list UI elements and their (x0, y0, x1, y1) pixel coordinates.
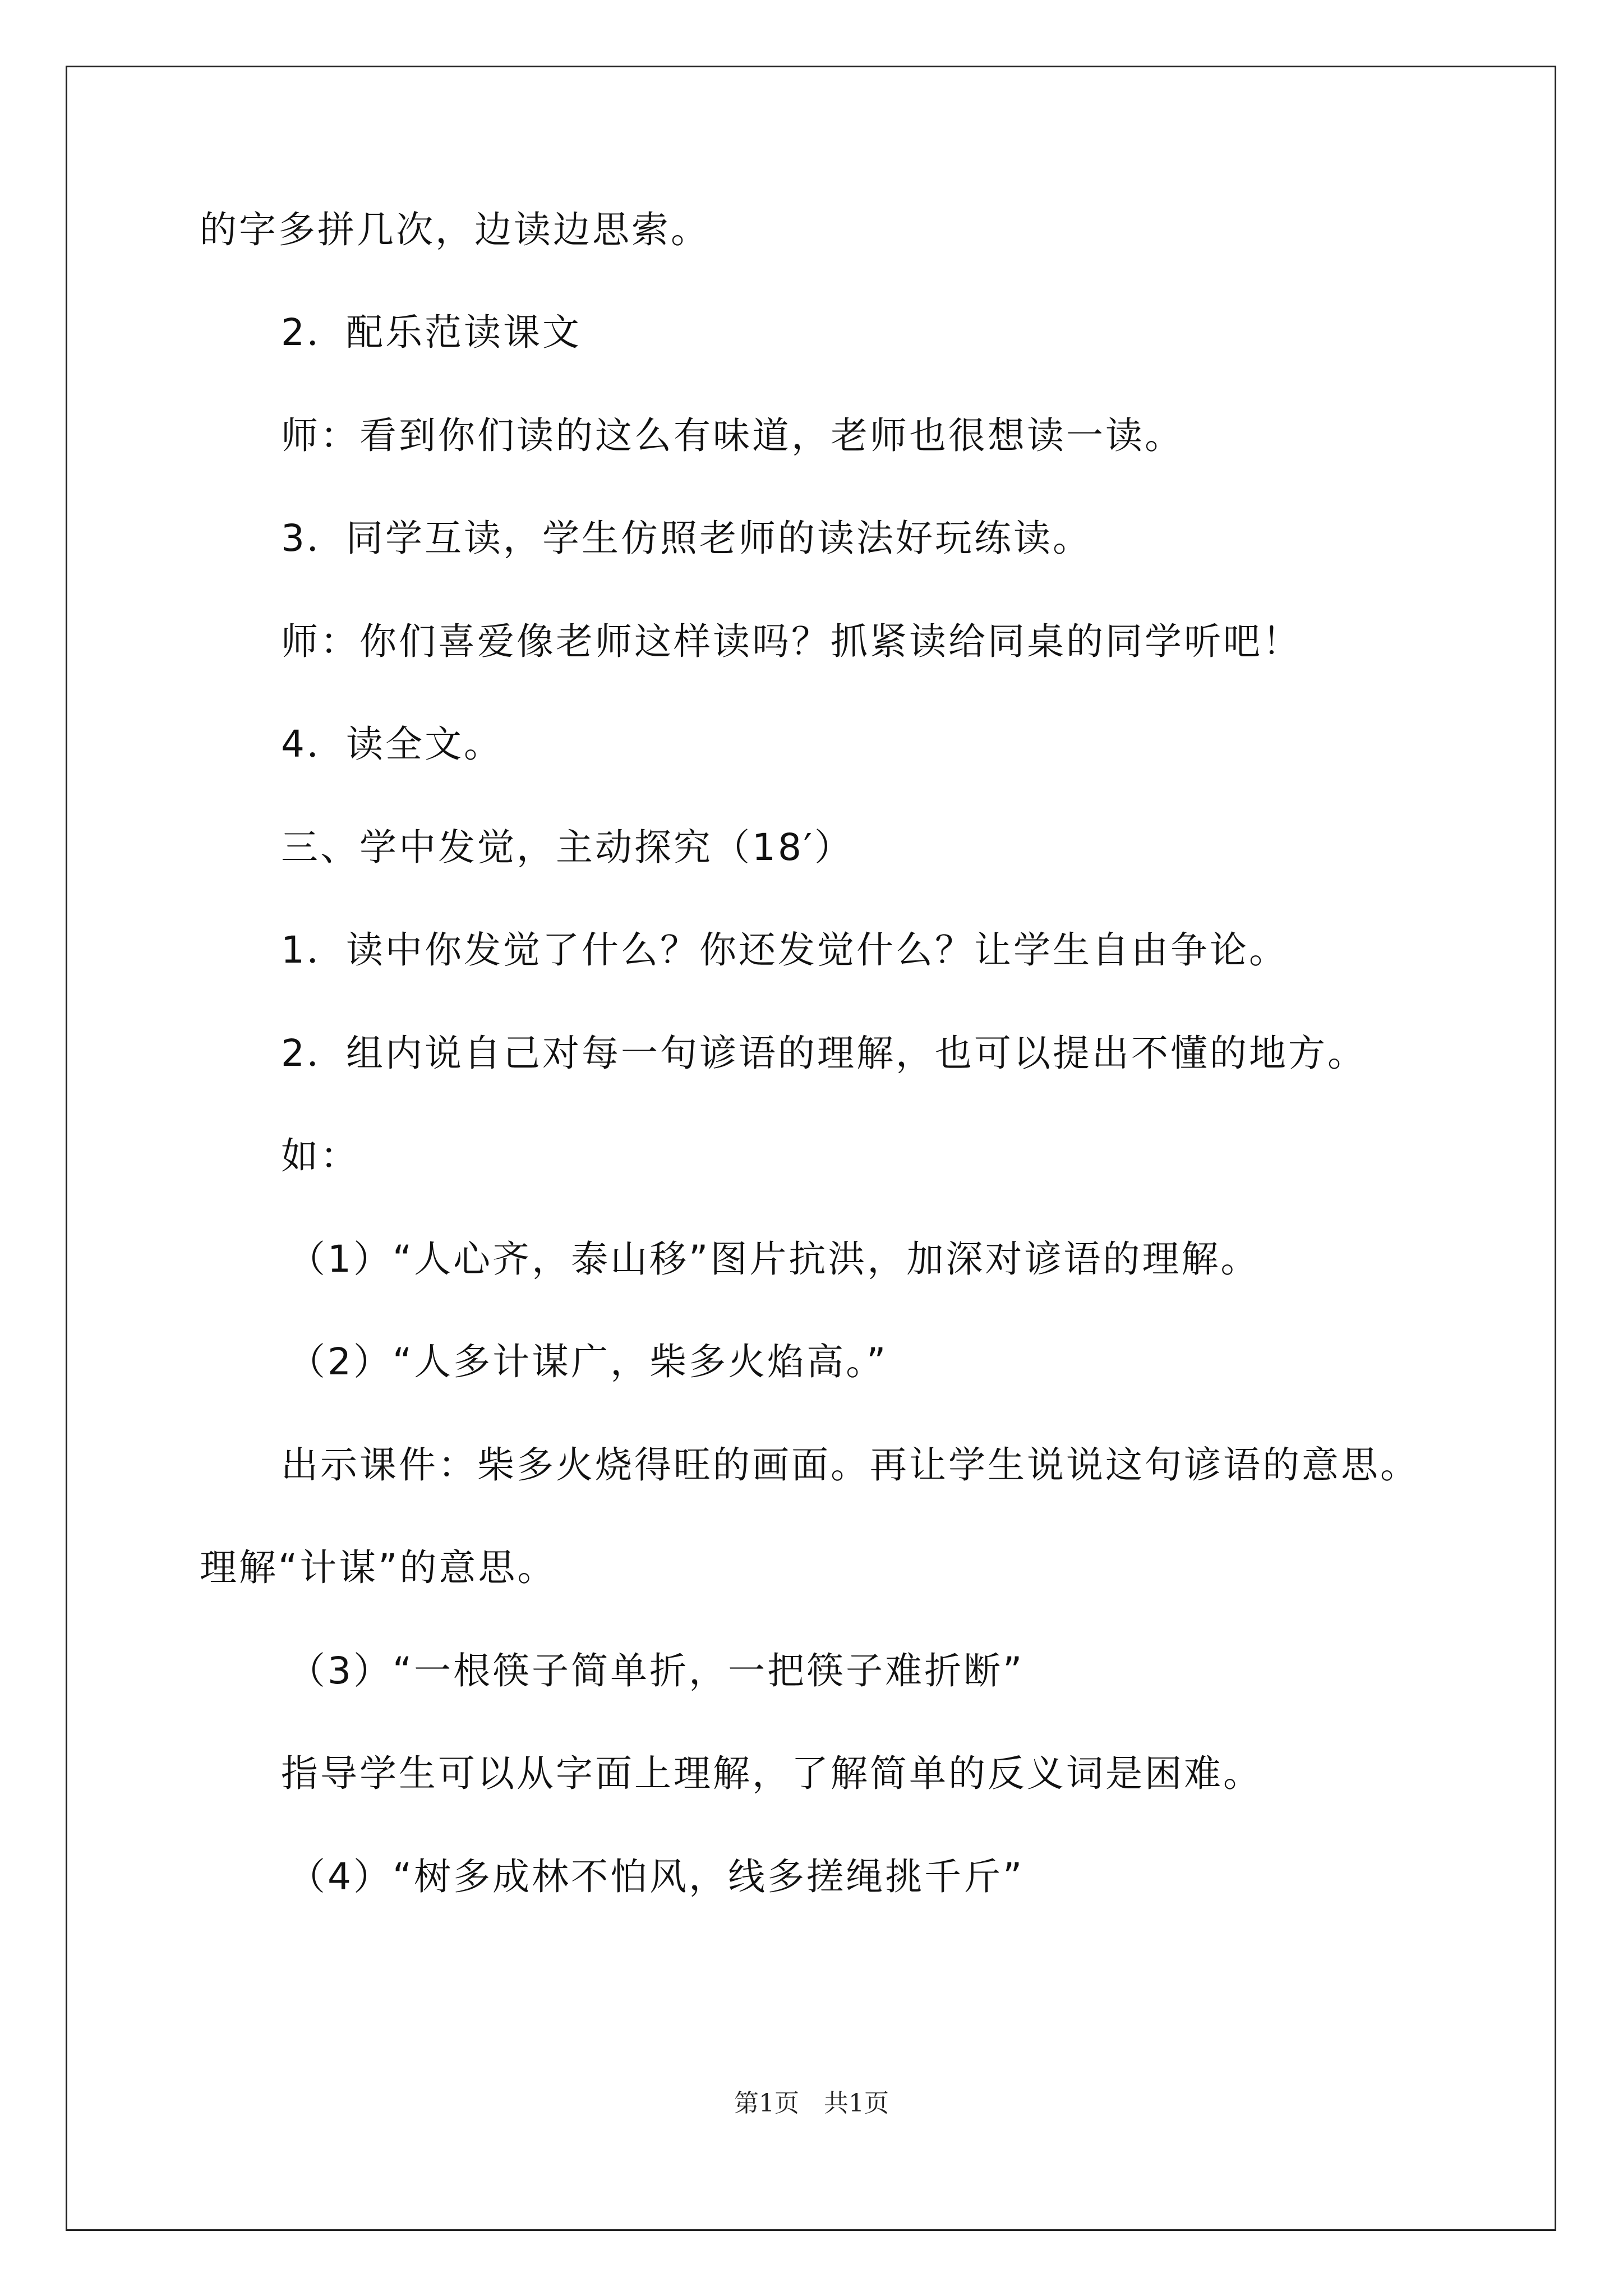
text-line-14: 理解“计谋”的意思。 (200, 1546, 557, 1589)
text-line-6: 4．读全文。 (281, 723, 503, 766)
text-line-8: 1．读中你发觉了什么？你还发觉什么？让学生自由争论。 (281, 928, 1288, 972)
text-line-5: 师：你们喜爱像老师这样读吗？抓紧读给同桌的同学听吧！ (281, 620, 1302, 663)
text-line-9: 2．组内说自己对每一句谚语的理解，也可以提出不懂的地方。 (281, 1032, 1367, 1075)
text-line-10: 如： (281, 1134, 359, 1177)
text-line-3: 师：看到你们读的这么有味道，老师也很想读一读。 (281, 414, 1184, 457)
page-footer: 第1页 共1页 (734, 2089, 889, 2118)
text-line-13: 出示课件：柴多火烧得旺的画面。再让学生说说这句谚语的意思。 (281, 1443, 1419, 1487)
text-line-15: （3）“一根筷子简单折，一把筷子难折断” (288, 1649, 1025, 1692)
text-line-16: 指导学生可以从字面上理解，了解简单的反义词是困难。 (281, 1752, 1262, 1795)
text-line-11: （1）“人心齐，泰山移”图片抗洪，加深对谚语的理解。 (288, 1237, 1260, 1281)
text-line-17: （4）“树多成林不怕风，线多搓绳挑千斤” (288, 1855, 1025, 1898)
text-line-2: 2．配乐范读课文 (281, 311, 582, 354)
text-line-1: 的字多拼几次，边读边思索。 (200, 208, 710, 251)
text-line-4: 3．同学互读，学生仿照老师的读法好玩练读。 (281, 517, 1092, 560)
section-heading: 三、学中发觉，主动探究（18′） (281, 826, 854, 869)
text-line-12: （2）“人多计谋广，柴多火焰高。” (288, 1340, 888, 1383)
